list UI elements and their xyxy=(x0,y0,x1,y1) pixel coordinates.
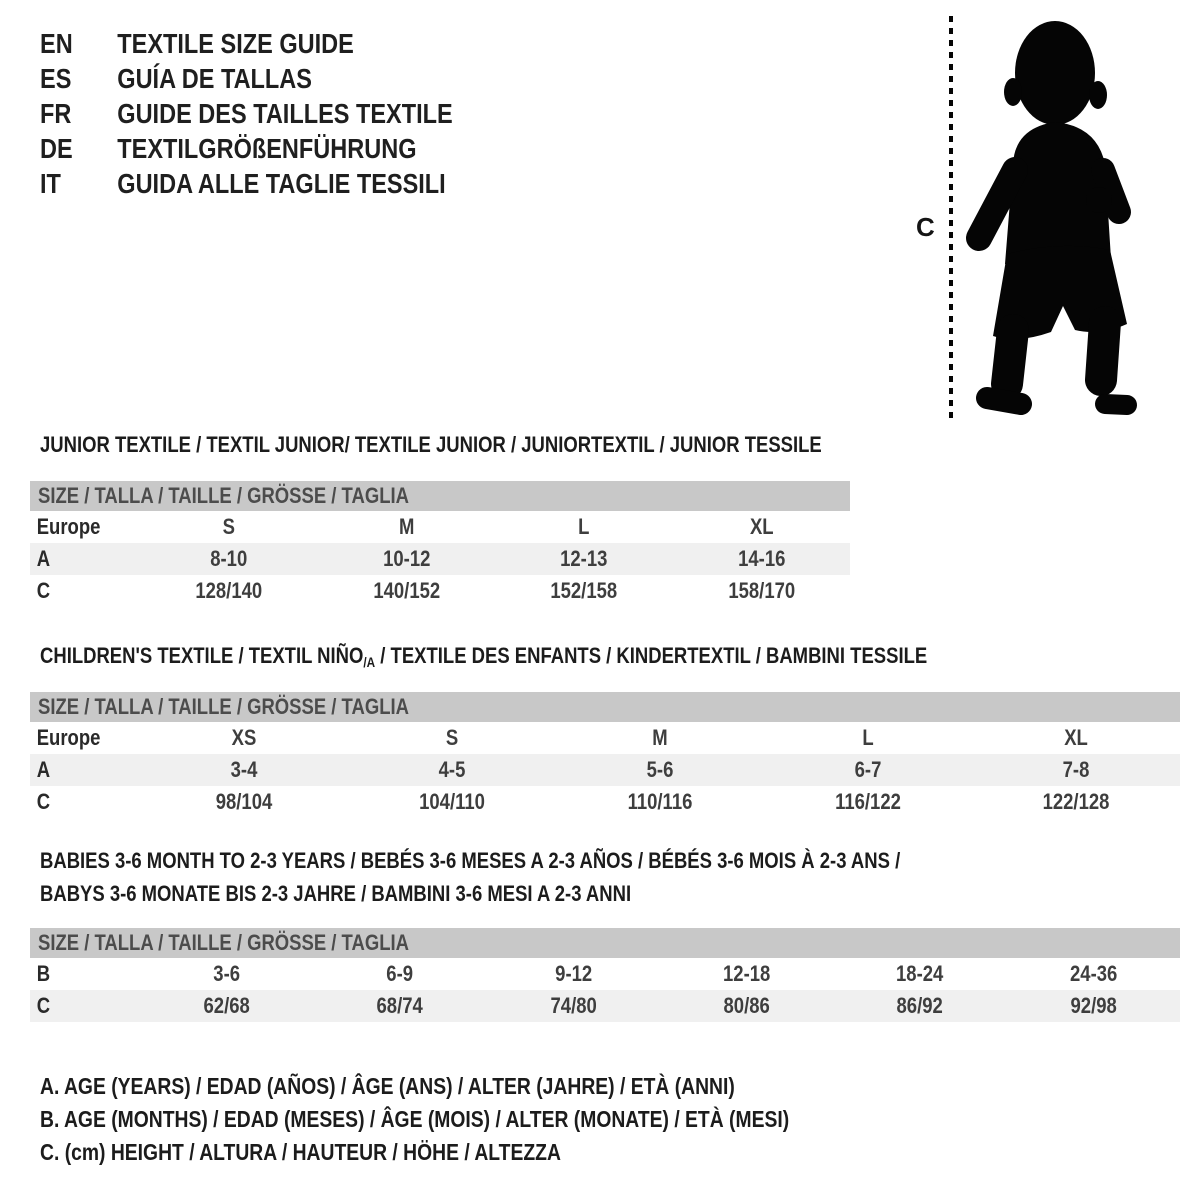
height-cell: 92/98 xyxy=(1070,993,1117,1018)
section-title-children xyxy=(40,643,927,671)
section-title-babies-line1: BABIES 3-6 MONTH TO 2-3 YEARS / BEBÉS 3-6 MESES A 2-3 AÑOS / BÉBÉS 3-6 MOIS À 2-3 ANS / xyxy=(40,848,901,873)
height-cell: 68/74 xyxy=(376,993,424,1018)
size-cell: XL xyxy=(749,514,774,539)
row-label: C xyxy=(36,993,51,1018)
months-cell: 24-36 xyxy=(1069,961,1117,986)
size-cell: XL xyxy=(1064,725,1088,750)
language-title: GUÍA DE TALLAS xyxy=(117,62,312,94)
row-label: Europe xyxy=(36,514,101,539)
row-label: A xyxy=(36,757,51,782)
children-title-post: / TEXTILE DES ENFANTS / KINDERTEXTIL / BAMBINI TESSILE xyxy=(375,643,928,668)
language-code: FR xyxy=(40,97,72,129)
age-cell: 14-16 xyxy=(737,546,785,571)
children-size-table xyxy=(30,692,1180,818)
size-header-label: SIZE / TALLA / TAILLE / GRÖSSE / TAGLIA xyxy=(38,694,409,719)
language-code: ES xyxy=(40,62,72,94)
size-header-label: SIZE / TALLA / TAILLE / GRÖSSE / TAGLIA xyxy=(38,930,409,955)
months-cell: 18-24 xyxy=(896,961,944,986)
section-title-junior: JUNIOR TEXTILE / TEXTIL JUNIOR/ TEXTILE JUNIOR / JUNIORTEXTIL / JUNIOR TESSILE xyxy=(40,432,822,457)
children-title-sub: /A xyxy=(363,654,376,670)
age-cell: 4-5 xyxy=(438,757,466,782)
height-cell: 62/68 xyxy=(203,993,250,1018)
row-label: Europe xyxy=(36,725,101,750)
language-list xyxy=(40,26,531,201)
age-cell: 12-13 xyxy=(560,546,608,571)
table-row-europe xyxy=(30,511,850,543)
language-title: GUIDA ALLE TAGLIE TESSILI xyxy=(117,167,446,199)
table-row-height xyxy=(30,575,850,607)
language-title: GUIDE DES TAILLES TEXTILE xyxy=(117,97,453,129)
table-row-age xyxy=(30,754,1180,786)
size-table-header xyxy=(30,692,1180,722)
age-cell: 7-8 xyxy=(1062,757,1090,782)
height-cell: 98/104 xyxy=(215,789,273,814)
toddler-silhouette-figure xyxy=(935,14,1160,419)
months-cell: 3-6 xyxy=(213,961,241,986)
height-cell: 116/122 xyxy=(835,789,901,814)
language-row-es xyxy=(40,61,453,96)
size-cell: S xyxy=(445,725,459,750)
height-cell: 158/170 xyxy=(727,578,795,603)
size-cell: M xyxy=(398,514,414,539)
language-row-fr xyxy=(40,96,453,131)
table-row-months xyxy=(30,958,1180,990)
height-cell: 128/140 xyxy=(195,578,263,603)
size-cell: S xyxy=(222,514,235,539)
row-label: C xyxy=(36,789,51,814)
legend-height-cm: C. (cm) HEIGHT / ALTURA / HAUTEUR / HÖHE / ALTEZZA xyxy=(40,1139,561,1165)
table-row-height xyxy=(30,990,1180,1022)
age-cell: 3-4 xyxy=(230,757,258,782)
height-cell: 122/128 xyxy=(1042,789,1110,814)
row-label: C xyxy=(36,578,51,603)
months-cell: 6-9 xyxy=(386,961,414,986)
months-cell: 12-18 xyxy=(723,961,771,986)
language-row-de xyxy=(40,131,453,166)
size-cell: M xyxy=(652,725,668,750)
language-code: IT xyxy=(40,167,61,199)
table-row-height xyxy=(30,786,1180,818)
language-title: TEXTILGRÖßENFÜHRUNG xyxy=(117,132,417,164)
height-cell: 74/80 xyxy=(550,993,597,1018)
height-cell: 140/152 xyxy=(372,578,440,603)
months-cell: 9-12 xyxy=(554,961,592,986)
size-cell: L xyxy=(862,725,874,750)
height-cell: 152/158 xyxy=(550,578,618,603)
size-table-header xyxy=(30,481,850,511)
row-label: A xyxy=(36,546,51,571)
legend-age-years: A. AGE (YEARS) / EDAD (AÑOS) / ÂGE (ANS) / ALTER (JAHRE) / ETÀ (ANNI) xyxy=(40,1073,735,1099)
height-cell: 80/86 xyxy=(723,993,770,1018)
language-code: EN xyxy=(40,27,73,59)
age-cell: 10-12 xyxy=(382,546,430,571)
height-cell: 86/92 xyxy=(896,993,944,1018)
table-row-age xyxy=(30,543,850,575)
junior-size-table xyxy=(30,481,850,607)
size-cell: XS xyxy=(231,725,257,750)
age-cell: 5-6 xyxy=(646,757,674,782)
size-cell: L xyxy=(578,514,590,539)
age-cell: 6-7 xyxy=(854,757,882,782)
language-row-en xyxy=(40,26,453,61)
language-code: DE xyxy=(40,132,73,164)
language-title: TEXTILE SIZE GUIDE xyxy=(117,27,354,59)
language-row-it xyxy=(40,166,453,201)
height-cell: 104/110 xyxy=(419,789,485,814)
size-table-header xyxy=(30,928,1180,958)
row-label: B xyxy=(36,961,51,986)
size-header-label: SIZE / TALLA / TAILLE / GRÖSSE / TAGLIA xyxy=(38,483,409,508)
children-title-pre: CHILDREN'S TEXTILE / TEXTIL NIÑO xyxy=(40,643,364,668)
legend-age-months: B. AGE (MONTHS) / EDAD (MESES) / ÂGE (MOIS) / ALTER (MONATE) / ETÀ (MESI) xyxy=(40,1106,790,1132)
table-row-europe xyxy=(30,722,1180,754)
height-measure-label: C xyxy=(916,212,935,242)
section-title-babies-line2: BABYS 3-6 MONATE BIS 2-3 JAHRE / BAMBINI 3-6 MESI A 2-3 ANNI xyxy=(40,881,632,906)
legend xyxy=(40,1070,932,1169)
height-cell: 110/116 xyxy=(627,789,693,814)
babies-size-table xyxy=(30,928,1180,1022)
age-cell: 8-10 xyxy=(210,546,248,571)
